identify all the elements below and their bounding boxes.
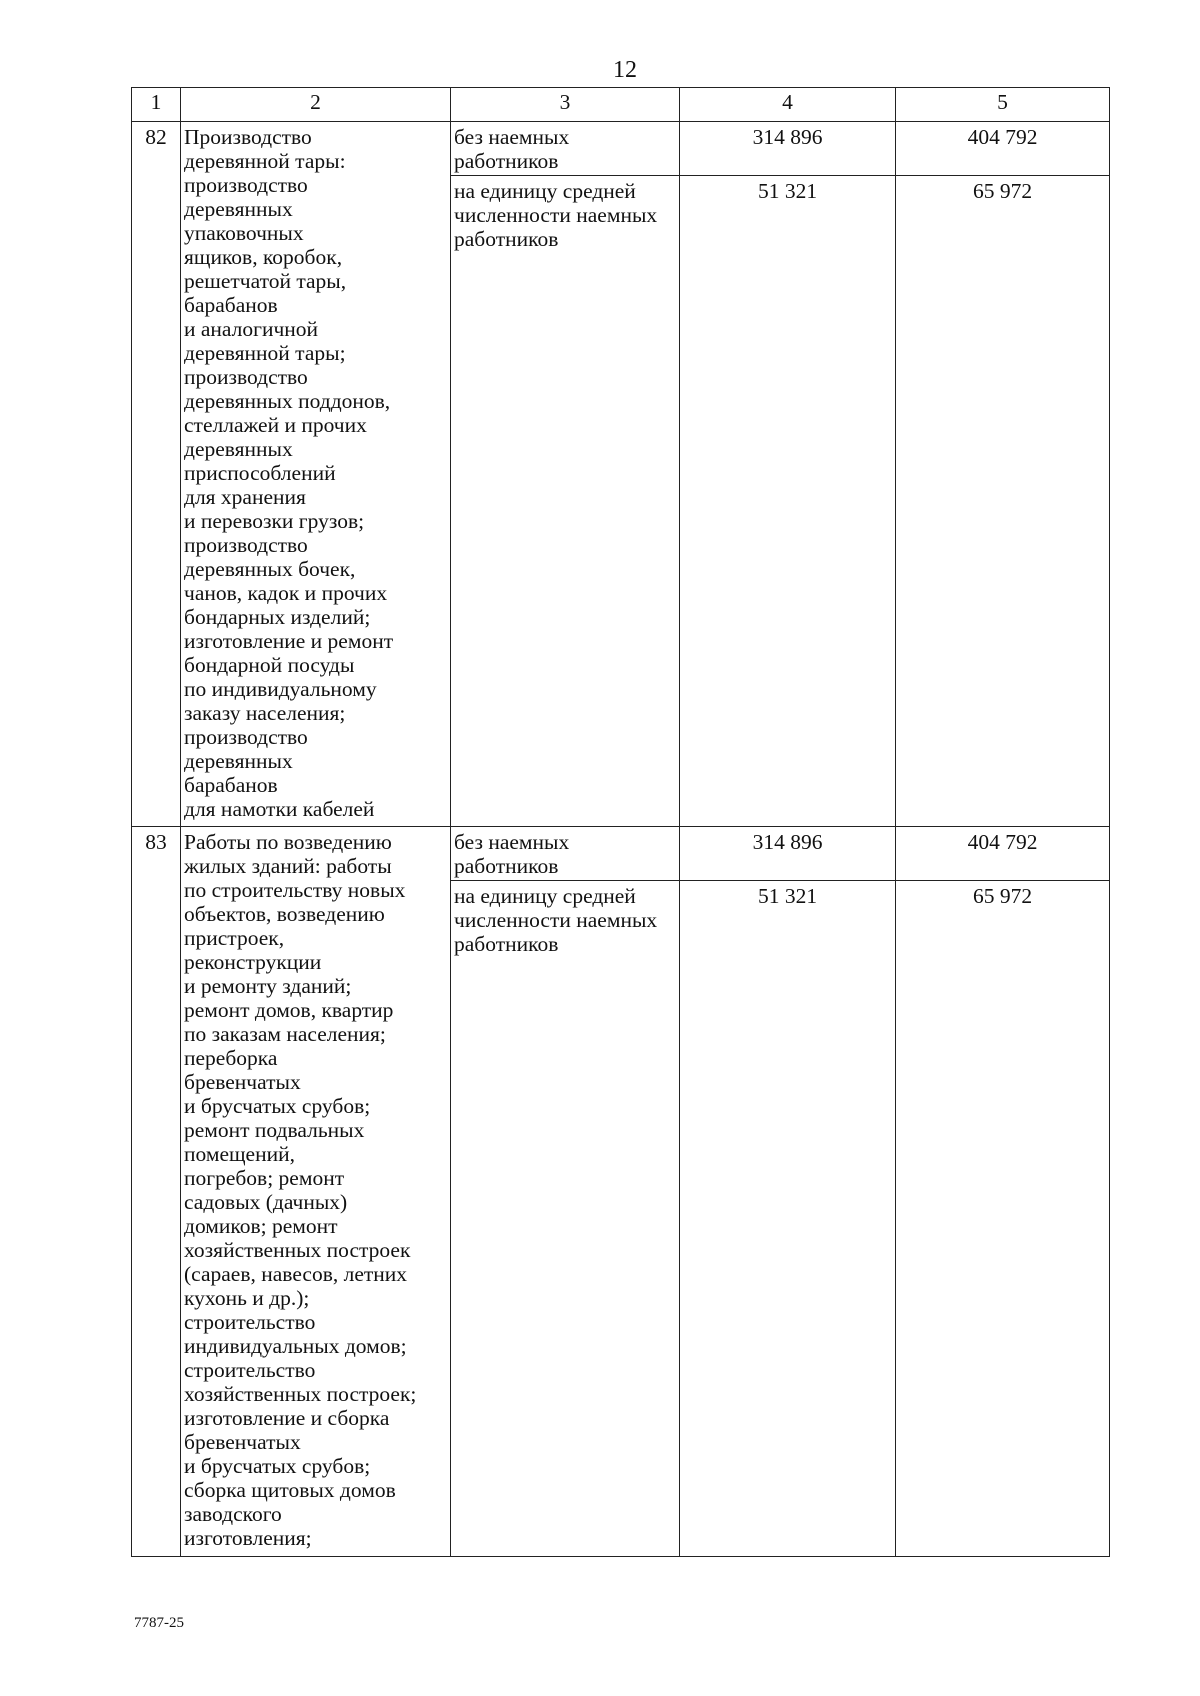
description-line: деревянных поддонов, (184, 389, 391, 413)
description-line: по индивидуальному (184, 677, 377, 701)
description-line: бревенчатых (184, 1430, 301, 1454)
value-col4: 314 896 (680, 122, 896, 176)
value-col5: 404 792 (896, 122, 1110, 176)
value-col5: 65 972 (896, 176, 1110, 827)
description-line: изготовление и ремонт (184, 629, 394, 653)
description-line: производство (184, 173, 308, 197)
description-line: ремонт домов, квартир (184, 998, 394, 1022)
column-header-3: 3 (451, 88, 680, 122)
description-line: ящиков, коробок, (184, 245, 343, 269)
column-header-1: 1 (132, 88, 181, 122)
description-line: решетчатой тары, (184, 269, 347, 293)
description-line: чанов, кадок и прочих (184, 581, 388, 605)
description-line: для хранения (184, 485, 306, 509)
description-line: и брусчатых срубов; (184, 1094, 371, 1118)
description-line: индивидуальных домов; (184, 1334, 407, 1358)
description-line: погребов; ремонт (184, 1166, 345, 1190)
description-line: деревянных бочек, (184, 557, 356, 581)
description-line: бревенчатых (184, 1070, 301, 1094)
value-col4: 314 896 (680, 827, 896, 881)
category-label: без наемных работников (451, 122, 680, 176)
description-line: реконструкции (184, 950, 322, 974)
description-line: строительство (184, 1310, 316, 1334)
description-line: жилых зданий: работы (184, 854, 392, 878)
description-line: изготовление и сборка (184, 1406, 390, 1430)
description-line: строительство (184, 1358, 316, 1382)
value-col4: 51 321 (680, 881, 896, 1557)
table-row-82-a (132, 122, 1110, 176)
description-line: и аналогичной (184, 317, 319, 341)
value-col5: 65 972 (896, 881, 1110, 1557)
row-number: 83 (132, 827, 181, 1557)
description-line: барабанов (184, 293, 278, 317)
description-line: хозяйственных построек (184, 1238, 411, 1262)
table-header-row (132, 88, 1110, 122)
description-line: пристроек, (184, 926, 285, 950)
page-number: 12 (613, 57, 637, 83)
description-line: бондарных изделий; (184, 605, 371, 629)
description-line: приспособлений (184, 461, 336, 485)
activity-description (181, 122, 451, 827)
description-line: производство (184, 365, 308, 389)
rates-table (131, 87, 1110, 1557)
description-line: Производство (184, 125, 312, 149)
description-line: деревянных (184, 749, 293, 773)
description-line: и брусчатых срубов; (184, 1454, 371, 1478)
description-line: помещений, (184, 1142, 295, 1166)
description-line: садовых (дачных) (184, 1190, 348, 1214)
description-line: для намотки кабелей (184, 797, 375, 821)
description-line: деревянной тары; (184, 341, 346, 365)
description-line: упаковочных (184, 221, 304, 245)
description-line: деревянных (184, 437, 293, 461)
value-col4: 51 321 (680, 176, 896, 827)
description-line: кухонь и др.); (184, 1286, 310, 1310)
description-line: производство (184, 533, 308, 557)
activity-description (181, 827, 451, 1557)
description-line: заводского (184, 1502, 282, 1526)
description-line: домиков; ремонт (184, 1214, 338, 1238)
column-header-4: 4 (680, 88, 896, 122)
category-label: на единицу средней численности наемных работников (451, 176, 680, 827)
description-line: ремонт подвальных (184, 1118, 365, 1142)
description-line: и ремонту зданий; (184, 974, 352, 998)
value-col5: 404 792 (896, 827, 1110, 881)
description-line: хозяйственных построек; (184, 1382, 417, 1406)
description-line: Работы по возведению (184, 830, 392, 854)
description-line: производство (184, 725, 308, 749)
description-line: переборка (184, 1046, 278, 1070)
category-label: без наемных работников (451, 827, 680, 881)
description-line: барабанов (184, 773, 278, 797)
document-code: 7787-25 (134, 1615, 184, 1631)
description-line: по заказам населения; (184, 1022, 386, 1046)
description-line: стеллажей и прочих (184, 413, 367, 437)
description-line: по строительству новых (184, 878, 406, 902)
description-line: и перевозки грузов; (184, 509, 365, 533)
category-label: на единицу средней численности наемных работников (451, 881, 680, 1557)
description-line: (сараев, навесов, летних (184, 1262, 408, 1286)
description-line: бондарной посуды (184, 653, 355, 677)
row-number: 82 (132, 122, 181, 827)
column-header-2: 2 (181, 88, 451, 122)
description-line: заказу населения; (184, 701, 346, 725)
description-line: сборка щитовых домов (184, 1478, 396, 1502)
column-header-5: 5 (896, 88, 1110, 122)
description-line: изготовления; (184, 1526, 312, 1550)
table-row-83-a (132, 827, 1110, 881)
description-line: объектов, возведению (184, 902, 385, 926)
description-line: деревянной тары: (184, 149, 346, 173)
description-line: деревянных (184, 197, 293, 221)
